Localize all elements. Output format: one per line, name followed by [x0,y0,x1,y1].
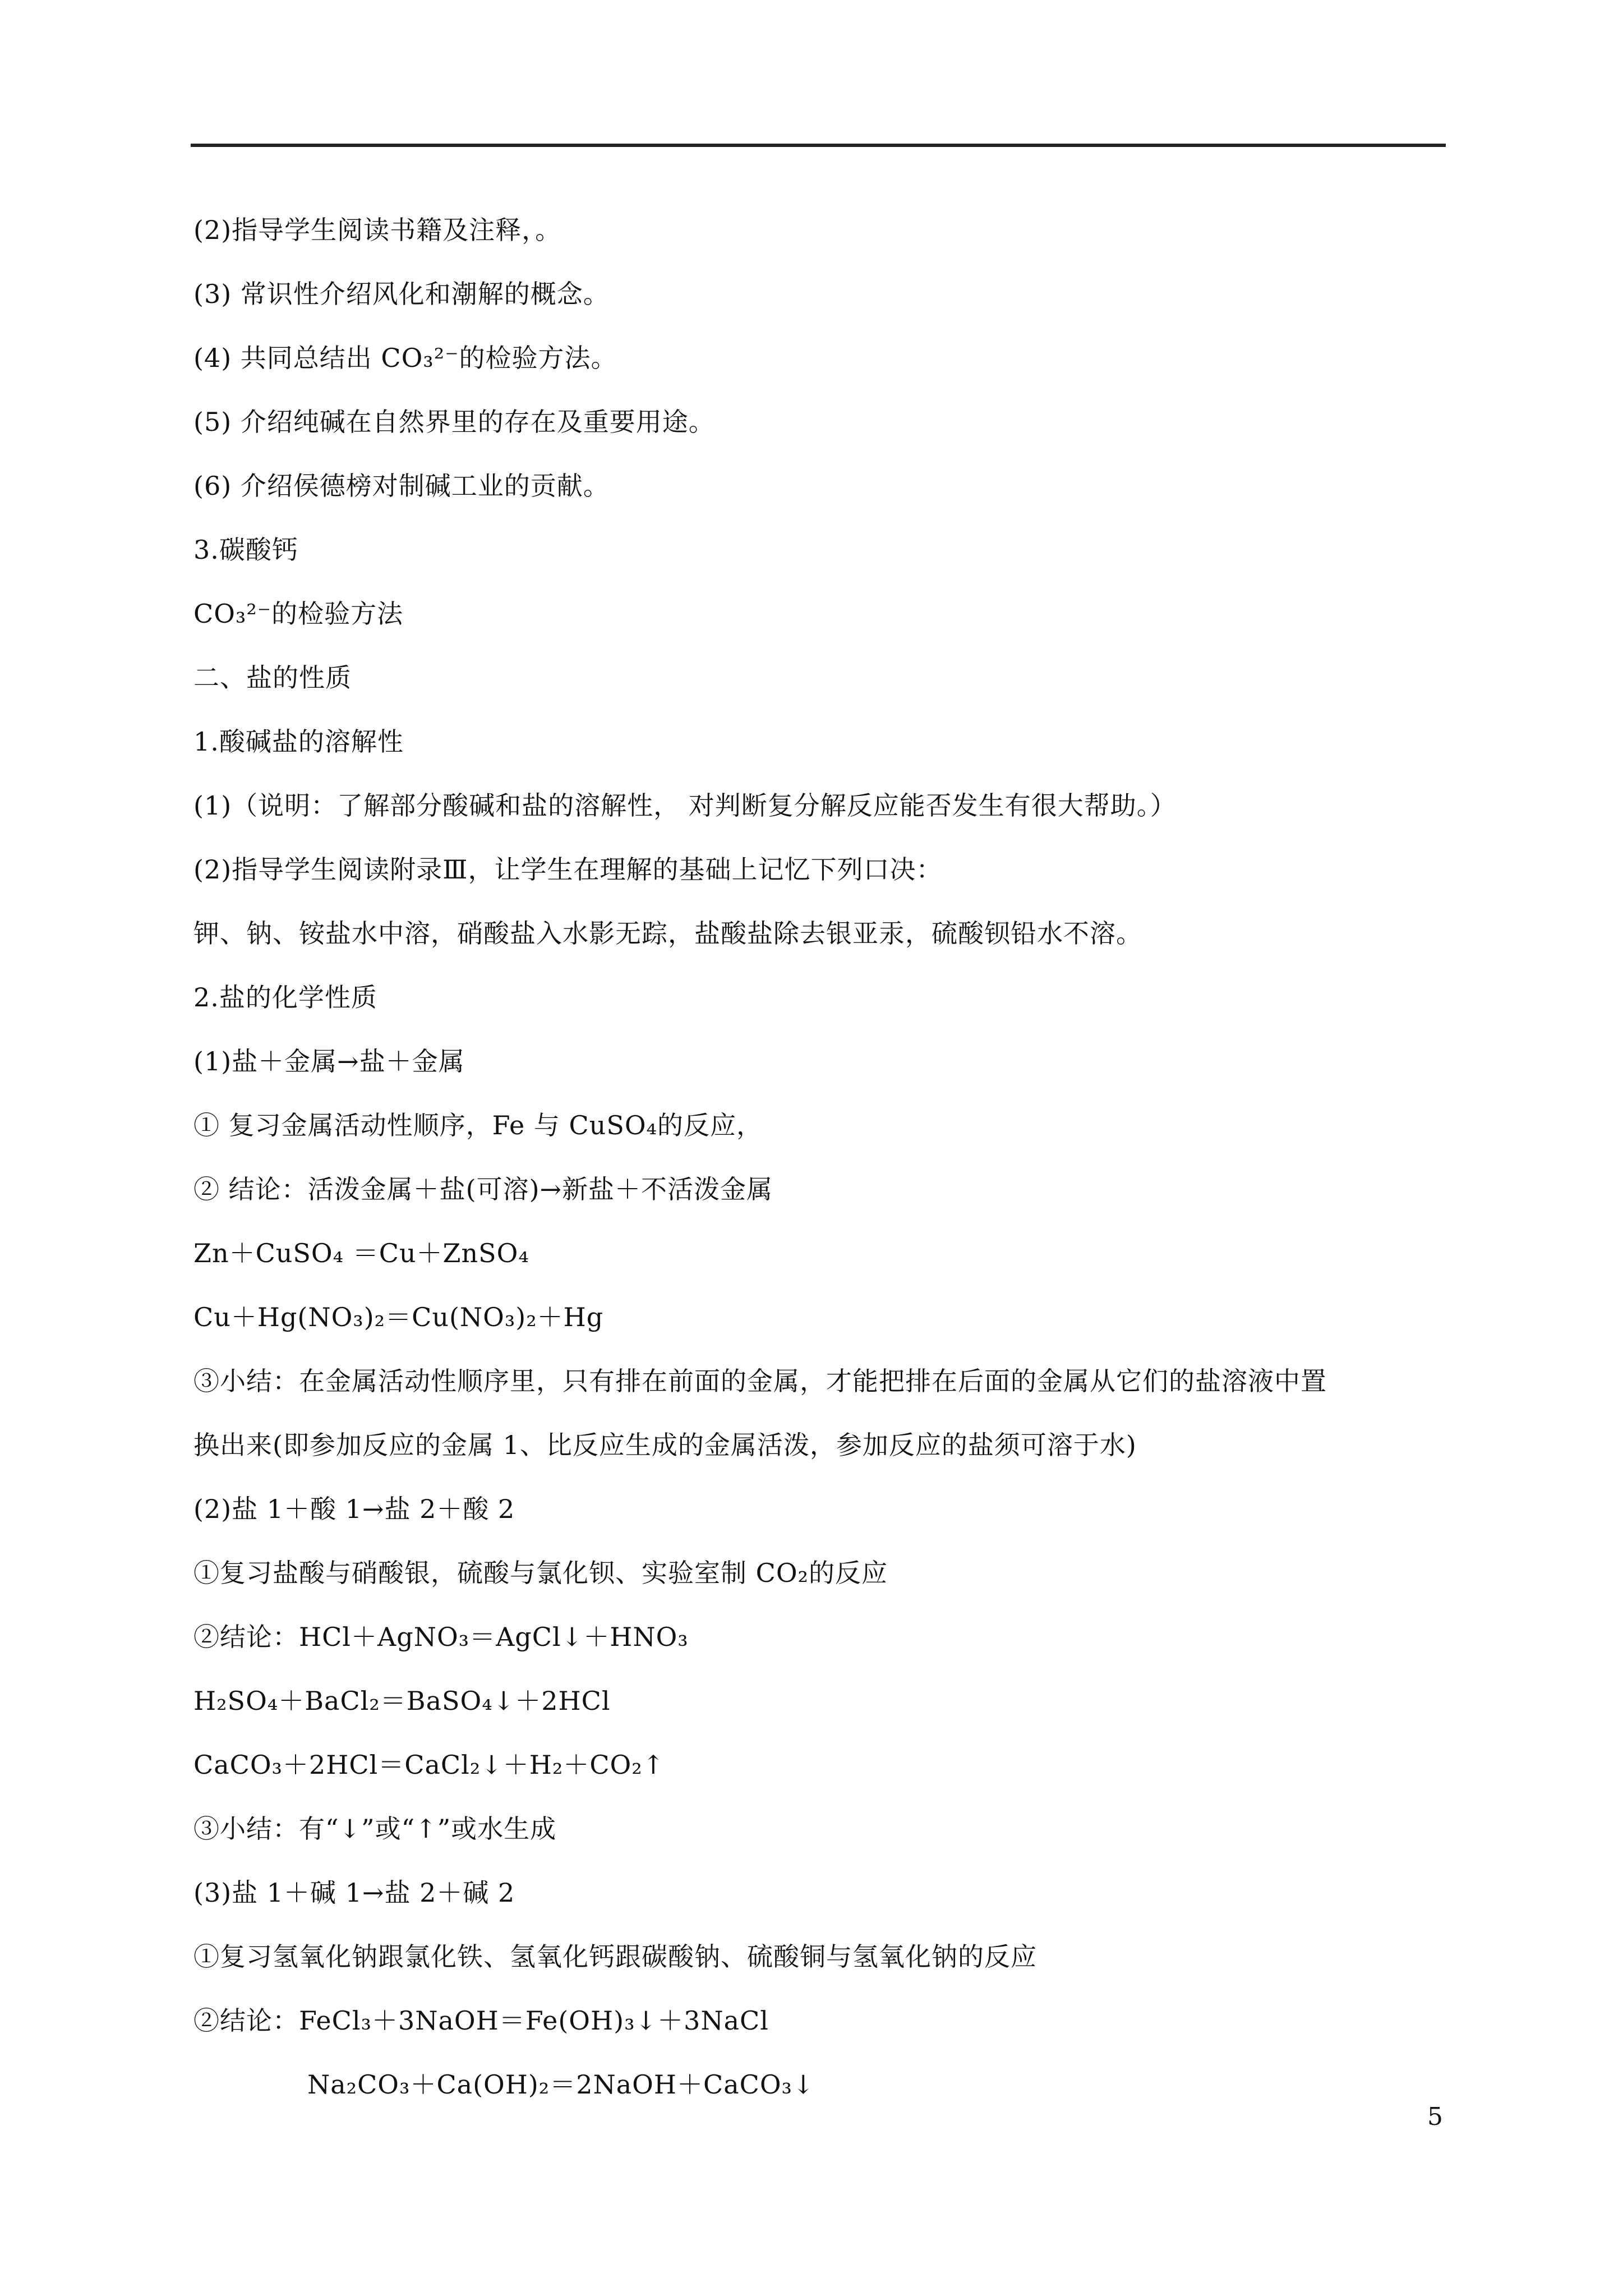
page-number: 5 [1427,2102,1443,2131]
text-line: ② 结论：活泼金属＋盐(可溶)→新盐＋不活泼金属 [193,1174,773,1204]
text-line: (3) 常识性介绍风化和潮解的概念。 [193,279,610,309]
section-heading: 二、盐的性质 [193,662,352,693]
text-line: (2)盐 1＋酸 1→盐 2＋酸 2 [193,1494,515,1524]
equation: CaCO₃＋2HCl＝CaCl₂↓＋H₂＋CO₂↑ [193,1750,665,1780]
text-line: 钾、钠、铵盐水中溶，硝酸盐入水影无踪，盐酸盐除去银亚汞，硫酸钡铅水不溶。 [193,918,1142,949]
equation: ②结论：FeCl₃＋3NaOH＝Fe(OH)₃↓＋3NaCl [193,2005,769,2036]
text-line: (2)指导学生阅读附录Ⅲ，让学生在理解的基础上记忆下列口决： [193,854,943,885]
text-line: (6) 介绍侯德榜对制碱工业的贡献。 [193,471,610,501]
equation: Zn＋CuSO₄ ＝Cu＋ZnSO₄ [193,1238,529,1268]
text-line: 1.酸碱盐的溶解性 [193,726,404,757]
text-line: ①复习氢氧化钠跟氯化铁、氢氧化钙跟碳酸钠、硫酸铜与氢氧化钠的反应 [193,1941,1037,1972]
equation: Na₂CO₃＋Ca(OH)₂＝2NaOH＋CaCO₃↓ [307,2069,815,2100]
text-line: (1)盐＋金属→盐＋金属 [193,1046,465,1076]
text-line: (4) 共同总结出 CO₃²⁻的检验方法。 [193,343,617,373]
text-line: (5) 介绍纯碱在自然界里的存在及重要用途。 [193,407,715,437]
header-rule [191,144,1446,147]
equation: ②结论：HCl＋AgNO₃＝AgCl↓＋HNO₃ [193,1622,689,1652]
text-line: ③小结：有“↓”或“↑”或水生成 [193,1814,557,1844]
text-line: (3)盐 1＋碱 1→盐 2＋碱 2 [193,1878,515,1908]
text-line: 3.碳酸钙 [193,535,298,565]
text-line: 2.盐的化学性质 [193,982,377,1013]
text-line: CO₃²⁻的检验方法 [193,599,404,629]
equation: Cu＋Hg(NO₃)₂＝Cu(NO₃)₂＋Hg [193,1302,604,1332]
text-line: (1)（说明：了解部分酸碱和盐的溶解性， 对判断复分解反应能否发生有很大帮助。） [193,790,1177,821]
text-line: ①复习盐酸与硝酸银，硫酸与氯化钡、实验室制 CO₂的反应 [193,1558,888,1588]
text-line: 换出来(即参加反应的金属 1、比反应生成的金属活泼，参加反应的盐须可溶于水) [193,1430,1137,1460]
text-line: ③小结：在金属活动性顺序里，只有排在前面的金属，才能把排在后面的金属从它们的盐溶液中置 [193,1366,1327,1396]
equation: H₂SO₄＋BaCl₂＝BaSO₄↓＋2HCl [193,1686,611,1716]
text-line: ① 复习金属活动性顺序，Fe 与 CuSO₄的反应， [193,1110,763,1140]
text-line: (2)指导学生阅读书籍及注释，。 [193,215,562,245]
